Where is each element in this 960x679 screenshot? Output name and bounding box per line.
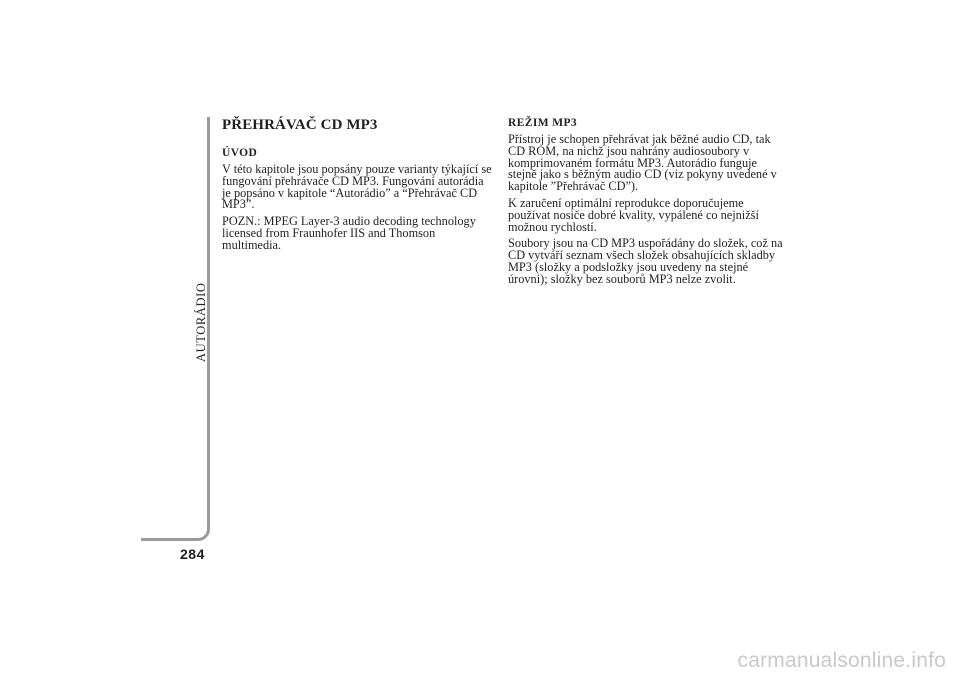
page-title: PŘEHRÁVAČ CD MP3 [222, 117, 378, 133]
mp3-mode-subheading: REŽIM MP3 [508, 117, 578, 129]
right-column [508, 117, 784, 291]
page-number: 284 [180, 546, 205, 562]
license-note-paragraph: POZN.: MPEG Layer-3 audio decoding technology licensed from Fraunhofer IIS and Thomson multimedia. [222, 214, 476, 252]
left-column [222, 117, 494, 257]
intro-subheading: ÚVOD [222, 147, 258, 159]
mp3-mode-paragraph: Přístroj je schopen přehrávat jak běžné audio CD, tak CD ROM, na nichž jsou nahrány audiosoubory v komprimovaném formátu MP3. Autorádio funguje stejně jako s běžným audio CD (viz pokyny uvedené v kapitole ”Přehrávač CD”). [508, 132, 777, 194]
section-label: AUTORÁDIO [194, 282, 208, 362]
media-quality-paragraph: K zaručení optimální reprodukce doporučujeme používat nosiče dobré kvality, vypálené co nejnižší možnou rychlostí. [508, 195, 759, 234]
watermark: carmanualsonline.info [737, 649, 946, 672]
intro-paragraph: V této kapitole jsou popsány pouze varianty týkající se fungování přehrávače CD MP3. Fungování autorádia je popsáno v kapitole “Autorádio” a “Přehrávač CD MP3”. [222, 162, 492, 212]
folder-structure-paragraph: Soubory jsou na CD MP3 uspořádány do složek, což na CD vytváří seznam všech složek obsahujících skladby MP3 (složky a podsložky jsou uvedeny na stejné úrovni); složky bez souborů MP3 nelze zvolit. [508, 236, 783, 286]
